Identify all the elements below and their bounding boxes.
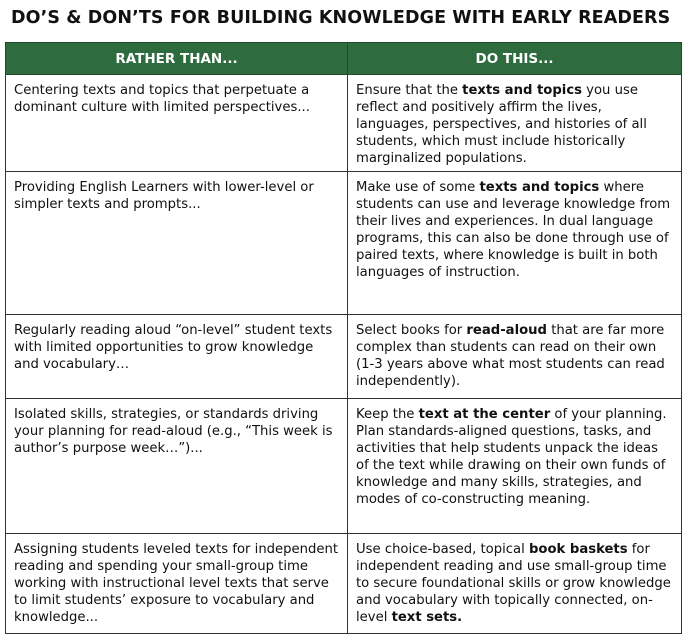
table-row [6, 172, 682, 315]
rather-than-cell: Isolated skills, strategies, or standards driving your planning for read-aloud (e.g., “This week is author’s purpose week…”)... [6, 399, 348, 534]
do-text: Select books for [356, 323, 467, 338]
do-text-bold: texts and topics [462, 83, 582, 98]
do-text-bold: text sets. [391, 610, 463, 625]
do-text: you use reflect and positively affirm the lives, languages, perspectives, and histories of all students, which must include historically marginalized populations. [356, 83, 647, 166]
do-text: where students can use and leverage knowledge from their lives and experiences. In dual language programs, this can also be done through use of paired texts, where knowledge is built in both languages of instruction. [356, 180, 671, 280]
table-row [6, 399, 682, 534]
do-text-bold: book baskets [528, 542, 628, 557]
table-header-row [6, 43, 682, 75]
table-row [6, 534, 682, 634]
do-this-cell [348, 172, 682, 315]
do-text-bold: texts and topics [479, 180, 600, 195]
do-text-bold: text at the center [418, 407, 551, 422]
do-text: that are far more complex than students can read on their own (1-3 years above what most students can read independently). [356, 323, 665, 389]
rather-than-cell: Assigning students leveled texts for independent reading and spending your small-group time working with instructional level texts that serve to limit students’ exposure to vocabulary and knowledge... [6, 534, 348, 634]
do-this-header: DO THIS... [348, 43, 682, 75]
rather-than-cell: Regularly reading aloud “on-level” student texts with limited opportunities to grow knowledge and vocabulary… [6, 315, 348, 399]
do-text: of your planning. Plan standards-aligned questions, tasks, and activities that help students unpack the ideas of the text while drawing on their own funds of knowledge and many skills, strategies, and modes of co-constructing meaning. [356, 407, 667, 507]
rather-than-header: RATHER THAN... [6, 43, 348, 75]
do-this-cell [348, 399, 682, 534]
do-text-bold: read-aloud [466, 323, 547, 338]
do-this-cell [348, 75, 682, 172]
rather-than-cell: Centering texts and topics that perpetuate a dominant culture with limited perspectives... [6, 75, 348, 172]
table-row [6, 315, 682, 399]
do-text: Ensure that the [356, 83, 463, 98]
dos-donts-table [5, 42, 682, 634]
do-this-cell [348, 315, 682, 399]
do-text: Make use of some [356, 180, 480, 195]
do-this-cell [348, 534, 682, 634]
rather-than-cell: Providing English Learners with lower-level or simpler texts and prompts... [6, 172, 348, 315]
do-text: Use choice-based, topical [356, 542, 529, 557]
do-text: Keep the [356, 407, 419, 422]
do-text: for independent reading and use small-group time to secure foundational skills or grow knowledge and vocabulary with topically connected, on-level [356, 542, 671, 625]
page-title: DO’S & DON’TS FOR BUILDING KNOWLEDGE WITH EARLY READERS [11, 8, 671, 28]
table-row [6, 75, 682, 172]
